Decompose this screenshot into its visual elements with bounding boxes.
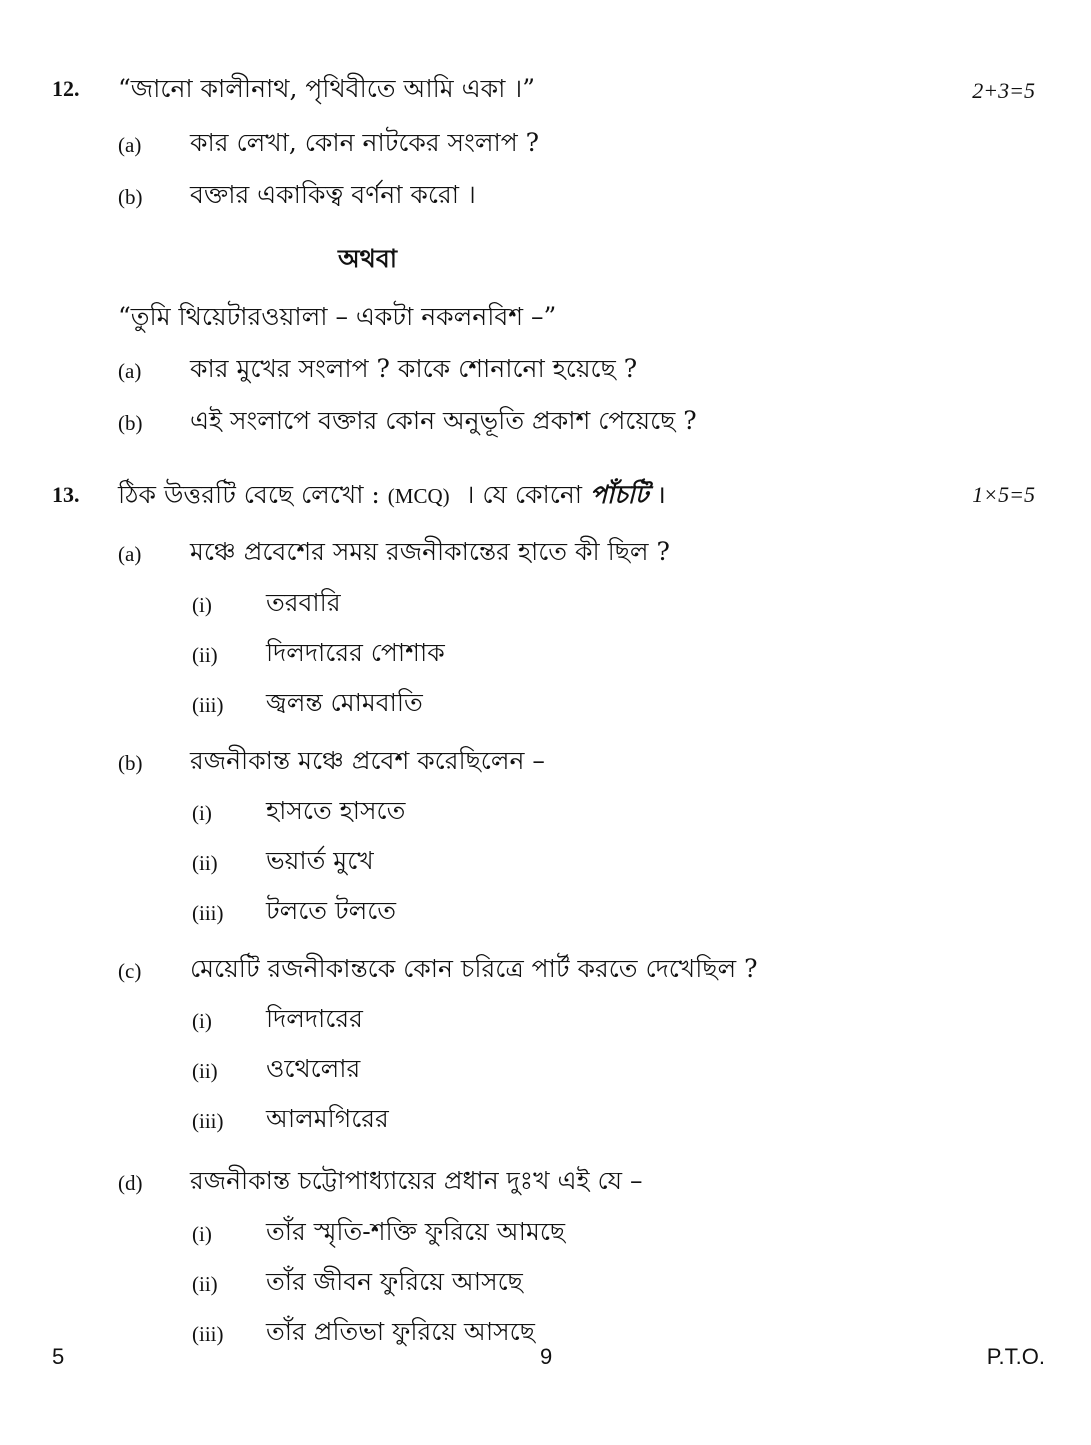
q13-c-opt3-text: আলমগিরের bbox=[266, 1104, 389, 1133]
q13-a-label: (a) bbox=[118, 542, 142, 566]
q12-number: 12. bbox=[52, 76, 80, 101]
q13-c-question: মেয়েটি রজনীকান্তকে কোন চরিত্রে পার্ট করতে দেখেছিল ? bbox=[190, 954, 758, 983]
q13-a-opt2-label: (ii) bbox=[192, 643, 218, 667]
q13-a-opt3-text: জ্বলন্ত মোমবাতি bbox=[266, 688, 423, 717]
q12-alt-b-text: এই সংলাপে বক্তার কোন অনুভূতি প্রকাশ পেয়েছে ? bbox=[190, 406, 697, 435]
q13-a-opt1-label: (i) bbox=[192, 593, 212, 617]
q12-or-label: অথবা bbox=[338, 244, 398, 273]
q13-instruction bbox=[118, 478, 666, 513]
q13-d-opt1-text: তাঁর স্মৃতি-শক্তি ফুরিয়ে আমছে bbox=[266, 1217, 566, 1246]
q12-b-text: বক্তার একাকিত্ব বর্ণনা করো । bbox=[190, 180, 476, 209]
q12-alt-quote: “তুমি থিয়েটারওয়ালা – একটা নকলনবিশ –” bbox=[118, 302, 557, 331]
q13-b-opt2-text: ভয়ার্ত মুখে bbox=[266, 846, 374, 875]
q13-a-opt1-text: তরবারি bbox=[266, 588, 341, 617]
q13-instr-mcq: (MCQ) bbox=[387, 484, 450, 508]
q13-b-opt2-label: (ii) bbox=[192, 851, 218, 875]
q13-d-opt3-label: (iii) bbox=[192, 1322, 224, 1346]
q13-b-opt3-label: (iii) bbox=[192, 901, 224, 925]
q13-a-opt2-text: দিলদারের পোশাক bbox=[266, 638, 445, 667]
q13-b-opt1-text: হাসতে হাসতে bbox=[266, 796, 406, 825]
q13-c-opt2-text: ওথেলোর bbox=[266, 1054, 361, 1083]
footer-pto: P.T.O. bbox=[986, 1344, 1045, 1369]
q13-b-opt3-text: টলতে টলতে bbox=[266, 896, 397, 925]
q13-d-opt3-text: তাঁর প্রতিভা ফুরিয়ে আসছে bbox=[266, 1317, 535, 1346]
q13-number: 13. bbox=[52, 482, 80, 507]
q12-b-label: (b) bbox=[118, 185, 143, 209]
q12-alt-a-label: (a) bbox=[118, 359, 142, 383]
q13-c-opt3-label: (iii) bbox=[192, 1109, 224, 1133]
q13-b-question: রজনীকান্ত মঞ্চে প্রবেশ করেছিলেন – bbox=[190, 746, 545, 775]
q13-a-question: মঞ্চে প্রবেশের সময় রজনীকান্তের হাতে কী ছিল ? bbox=[190, 537, 670, 566]
q12-quote: “জানো কালীনাথ, পৃথিবীতে আমি একা ।” bbox=[118, 74, 536, 103]
q13-marks: 1×5=5 bbox=[972, 482, 1035, 507]
footer-page-number: 9 bbox=[540, 1344, 553, 1369]
q13-c-opt1-text: দিলদারের bbox=[266, 1004, 363, 1033]
q13-b-label: (b) bbox=[118, 751, 143, 775]
q13-d-opt1-label: (i) bbox=[192, 1222, 212, 1246]
q13-b-opt1-label: (i) bbox=[192, 801, 212, 825]
q13-c-opt1-label: (i) bbox=[192, 1009, 212, 1033]
q12-a-text: কার লেখা, কোন নাটকের সংলাপ ? bbox=[190, 128, 540, 157]
q13-instr-emph: পাঁচটি bbox=[589, 480, 649, 509]
q13-a-opt3-label: (iii) bbox=[192, 693, 224, 717]
q12-alt-b-label: (b) bbox=[118, 411, 143, 435]
q13-d-opt2-text: তাঁর জীবন ফুরিয়ে আসছে bbox=[266, 1267, 523, 1296]
q12-a-label: (a) bbox=[118, 133, 142, 157]
q12-alt-a-text: কার মুখের সংলাপ ? কাকে শোনানো হয়েছে ? bbox=[190, 354, 638, 383]
q13-d-question: রজনীকান্ত চট্টোপাধ্যায়ের প্রধান দুঃখ এই যে – bbox=[190, 1166, 643, 1195]
q13-instr-suffix: । bbox=[648, 480, 666, 509]
footer-code: 5 bbox=[52, 1344, 65, 1369]
q13-instr-mid: । যে কোনো bbox=[449, 480, 590, 509]
q13-d-label: (d) bbox=[118, 1171, 143, 1195]
q13-d-opt2-label: (ii) bbox=[192, 1272, 218, 1296]
q13-c-opt2-label: (ii) bbox=[192, 1059, 218, 1083]
q13-c-label: (c) bbox=[118, 959, 142, 983]
q13-instr-prefix: ঠিক উত্তরটি বেছে লেখো : bbox=[118, 480, 388, 509]
q12-marks: 2+3=5 bbox=[972, 78, 1035, 103]
